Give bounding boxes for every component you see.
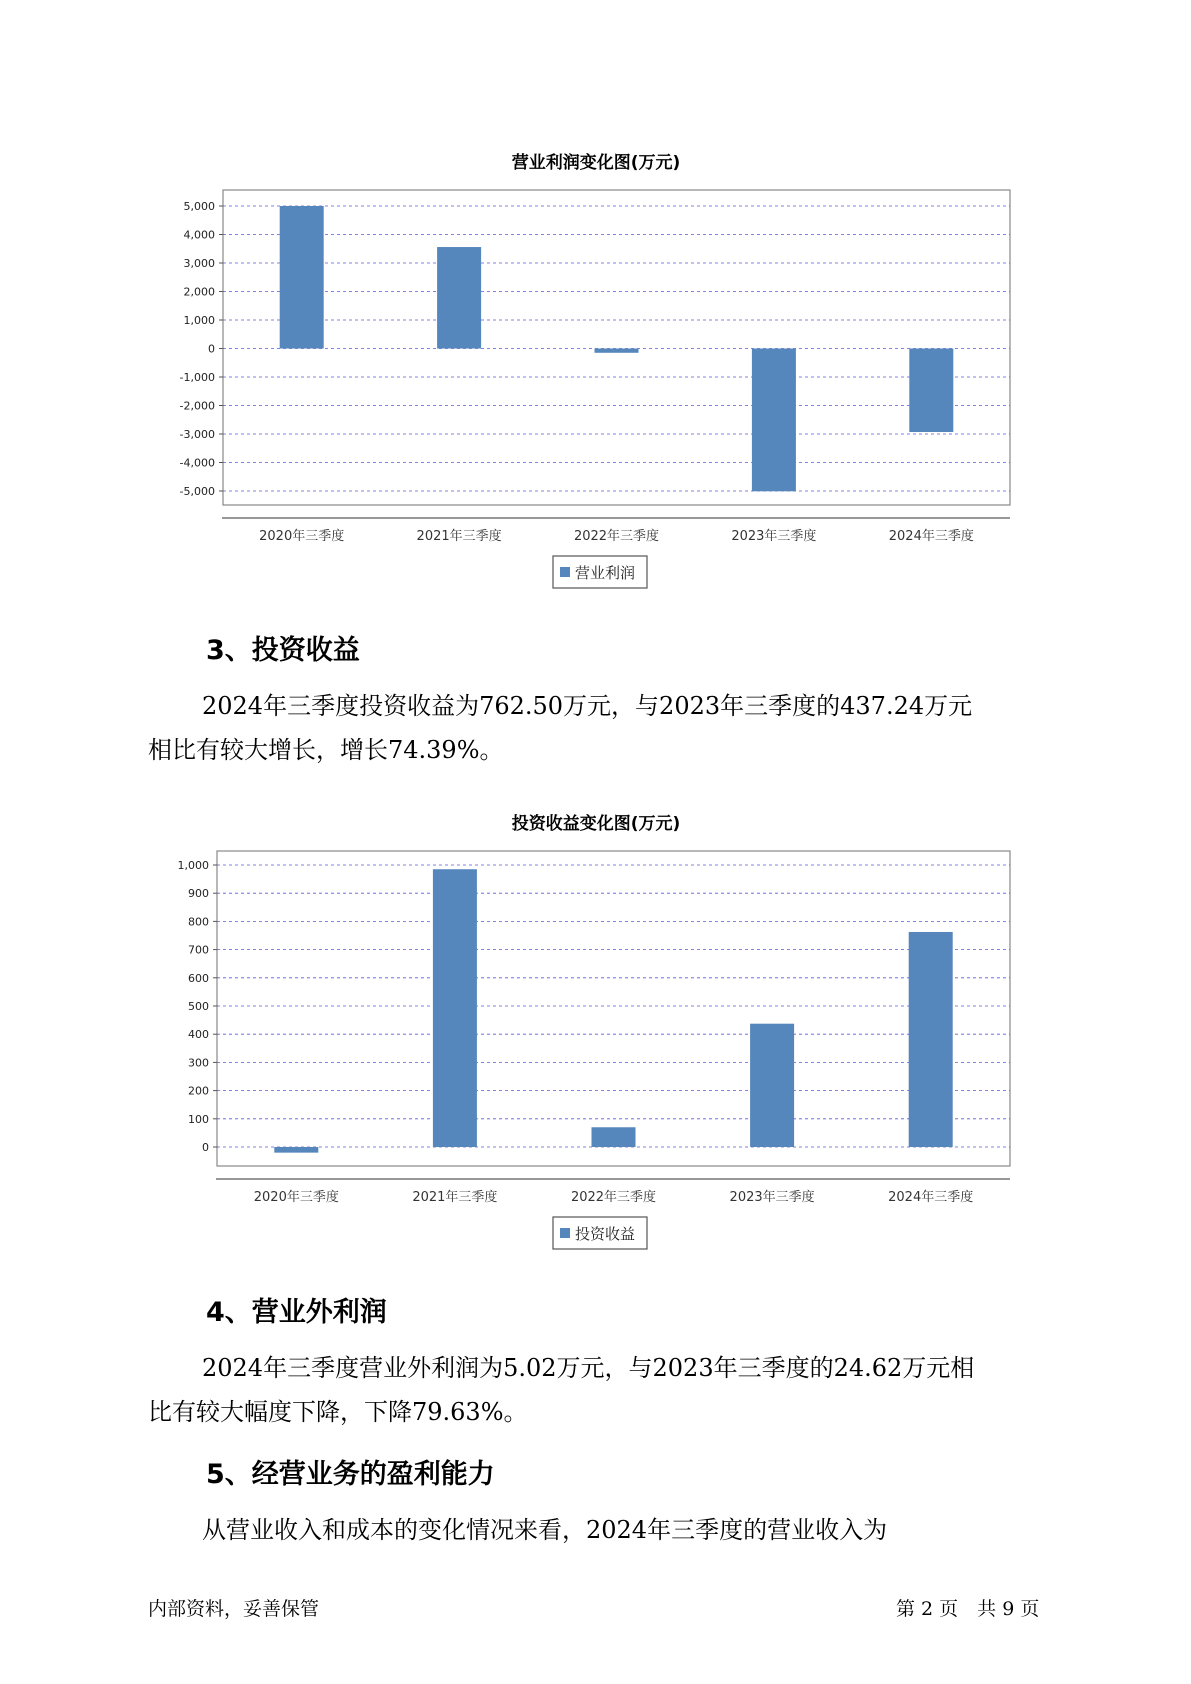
chart1-x-label-4: 2023年三季度 — [731, 529, 817, 544]
chart2-y-tick-label: 500 — [188, 1000, 209, 1013]
chart1-y-tick-label: 4,000 — [183, 228, 215, 242]
chart2-legend-label: 投资收益 — [575, 1225, 636, 1243]
chart1-y-tick-label: -3,000 — [179, 428, 215, 441]
chart1-x-label-1: 2020年三季度 — [259, 529, 345, 544]
chart2-y-tick-label: 900 — [188, 887, 209, 901]
chart1-legend-label: 营业利润 — [575, 564, 636, 582]
section4-line1: 2024年三季度营业外利润为5.02万元，与2023年三季度的24.62万元相 — [202, 1354, 975, 1382]
chart1-y-tick-label: -4,000 — [179, 456, 215, 470]
chart1-y-tick-label: -5,000 — [179, 485, 215, 498]
chart2-y-tick-label: 400 — [188, 1028, 209, 1042]
section4-line2: 比有较大幅度下降，下降79.63%。 — [148, 1398, 528, 1426]
chart1-y-tick-label: 2,000 — [183, 285, 215, 299]
section4-paragraph — [202, 1346, 1122, 1390]
section5-paragraph — [202, 1508, 1122, 1552]
chart1-title: 营业利润变化图(万元) — [511, 153, 681, 173]
chart2-x-label-4: 2023年三季度 — [729, 1190, 815, 1205]
chart1-y-tick-label: -1,000 — [179, 371, 215, 384]
chart1-y-tick-label: 1,000 — [183, 314, 215, 327]
chart2-bar-4 — [750, 1024, 794, 1147]
chart2-y-tick-label: 800 — [188, 915, 209, 929]
section3-line2: 相比有较大增长，增长74.39%。 — [148, 736, 504, 764]
chart2-bar-2 — [433, 869, 477, 1147]
chart1-x-label-3: 2022年三季度 — [573, 529, 660, 544]
chart2-legend — [553, 1217, 647, 1249]
chart1-y-tick-label: -2,000 — [179, 399, 215, 413]
chart1-y-tick-label: 3,000 — [183, 257, 215, 270]
section3-heading: 3、投资收益 — [206, 635, 360, 666]
chart2-y-tick-label: 0 — [202, 1141, 209, 1154]
section5-line1: 从营业收入和成本的变化情况来看，2024年三季度的营业收入为 — [202, 1516, 888, 1544]
chart2-x-label-2: 2021年三季度 — [412, 1190, 498, 1205]
chart1-x-label-5: 2024年三季度 — [888, 529, 974, 544]
section4-paragraph-cont — [148, 1390, 1068, 1434]
chart2-x-label-3: 2022年三季度 — [570, 1190, 657, 1205]
chart2-y-tick-label: 200 — [188, 1084, 209, 1098]
chart2-y-tick-label: 300 — [188, 1056, 209, 1070]
chart2-y-tick-label: 1,000 — [177, 859, 209, 872]
chart2-bar-5 — [909, 932, 953, 1147]
chart1-y-tick-label: 5,000 — [183, 200, 215, 213]
chart2-x-label-5: 2024年三季度 — [888, 1190, 974, 1205]
chart1-y-tick-label: 0 — [208, 342, 215, 356]
section4-heading: 4、营业外利润 — [206, 1297, 387, 1328]
chart2-bar-1 — [274, 1147, 318, 1153]
chart2-bar-3 — [592, 1127, 636, 1147]
footer-page-number: 第 2 页 共 9 页 — [896, 1598, 1040, 1620]
chart2-legend-swatch — [560, 1228, 570, 1238]
section5-heading: 5、经营业务的盈利能力 — [206, 1459, 495, 1490]
chart2-y-tick-label: 700 — [188, 943, 209, 957]
footer-confidential: 内部资料，妥善保管 — [148, 1598, 320, 1620]
chart2-title: 投资收益变化图(万元) — [511, 814, 681, 834]
chart1-x-label-2: 2021年三季度 — [416, 529, 502, 544]
chart2-x-label-1: 2020年三季度 — [253, 1190, 339, 1205]
chart2-y-tick-label: 100 — [188, 1112, 209, 1126]
chart2-y-tick-label: 600 — [188, 971, 209, 985]
section3-line1: 2024年三季度投资收益为762.50万元，与2023年三季度的437.24万元 — [202, 692, 973, 720]
